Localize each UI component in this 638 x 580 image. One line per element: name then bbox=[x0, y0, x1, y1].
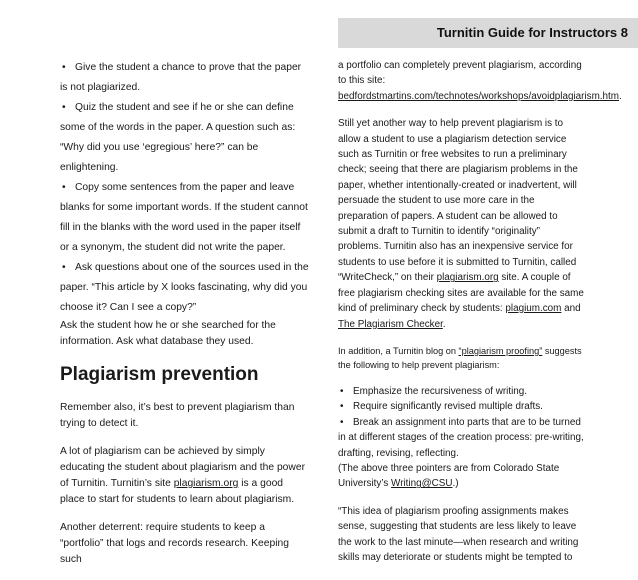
bedford-link[interactable]: bedfordstmartins.com/technotes/workshops/avoidplagiarism.htm bbox=[338, 90, 620, 102]
plagium-link[interactable]: plagium.com bbox=[505, 303, 562, 315]
bullet-icon: • bbox=[340, 416, 344, 428]
paragraph: Remember also, it’s best to prevent plagiarism than trying to detect it. bbox=[60, 402, 295, 429]
plagiarism-org-link[interactable]: plagiarism.org bbox=[173, 478, 239, 489]
page-header-title: Turnitin Guide for Instructors 8 bbox=[436, 25, 628, 40]
section-heading: Plagiarism prevention bbox=[60, 364, 259, 385]
after-bullets-text: Ask the student how he or she searched for the information. Ask what database they used. bbox=[60, 320, 276, 347]
bullet-icon: • bbox=[62, 62, 66, 73]
writing-csu-link[interactable]: Writing@CSU bbox=[391, 478, 453, 490]
paragraph: A lot of plagiarism can be achieved by simply educating the student about plagiarism and the power of Turnitin. Turnitin’s site plagiarism.org is a good place to start for students to learn about plagiarism. bbox=[60, 446, 306, 505]
paragraph: (The above three pointers are from Colorado State University’s Writing@CSU.) bbox=[338, 462, 560, 490]
paragraph: In addition, a Turnitin blog on “plagiarism proofing” suggests the following to help prevent plagiarism: bbox=[338, 345, 582, 370]
bullet-item: • Emphasize the recursiveness of writing. bbox=[338, 384, 586, 399]
bullet-icon: • bbox=[62, 182, 66, 193]
bullet-icon: • bbox=[340, 385, 344, 397]
right-column bbox=[338, 58, 622, 577]
plagiarism-proofing-link[interactable]: “plagiarism proofing” bbox=[458, 345, 543, 356]
bullet-item: • Break an assignment into parts that are to be turned in at different stages of the creation process: pre-writing, drafting, revising, reflecting. bbox=[338, 416, 584, 459]
bullet-item: • Quiz the student and see if he or she can define some of the words in the paper. A question such as: “Why did you use ‘egregious’ here?” can be enlightening. bbox=[60, 98, 310, 178]
bullet-icon: • bbox=[62, 262, 66, 273]
bullet-item: • Require significantly revised multiple drafts. bbox=[338, 399, 586, 414]
plagiarism-org-link[interactable]: plagiarism.org bbox=[436, 272, 499, 284]
paragraph: Still yet another way to help prevent plagiarism is to allow a student to use a plagiarism detection service such as Turnitin or free websites to run a preliminary check; seeing that there are plagiarism problems in the paper, whether intentionally-created or inadvertent, will persuade the student to use more care in the preparation of papers. A student can be allowed to submit a draft to Turnitin to identify “originality” problems. Turnitin also has an inexpensive service for students to use before it is submitted to Turnitin, called “WriteCheck,” on their plagiarism.org site. A couple of free plagiarism checking sites are available for the same kind of preliminary check by students: plagium.com and The Plagiarism Checker. bbox=[338, 118, 584, 330]
paragraph: a portfolio can completely prevent plagiarism, according to this site: bedfordstmartins.com/technotes/workshops/avoidplagiarism.htm. bbox=[338, 60, 622, 102]
left-column bbox=[60, 58, 310, 580]
bullet-icon: • bbox=[62, 102, 66, 113]
bullet-icon: • bbox=[340, 401, 344, 413]
paragraph: “This idea of plagiarism proofing assignments makes sense, suggesting that students are less likely to leave the work to the last minute—when research and writing skills may deteriorate or students might be tempted to bbox=[338, 505, 579, 563]
bullet-item: • Copy some sentences from the paper and leave blanks for some important words. If the student cannot fill in the blanks with the word used in the paper itself or a synonym, the student did not write the paper. bbox=[60, 178, 310, 258]
bullet-item: • Ask questions about one of the sources used in the paper. “This article by X looks fascinating, why did you choose it? Can I see a copy?” bbox=[60, 258, 310, 318]
paragraph: Another deterrent: require students to keep a “portfolio” that logs and records research. Keeping such bbox=[60, 522, 289, 565]
plagiarism-checker-link[interactable]: The Plagiarism Checker bbox=[338, 318, 443, 330]
bullet-item: • Give the student a chance to prove that the paper is not plagiarized. bbox=[60, 58, 310, 98]
page-header-bar bbox=[338, 18, 638, 48]
